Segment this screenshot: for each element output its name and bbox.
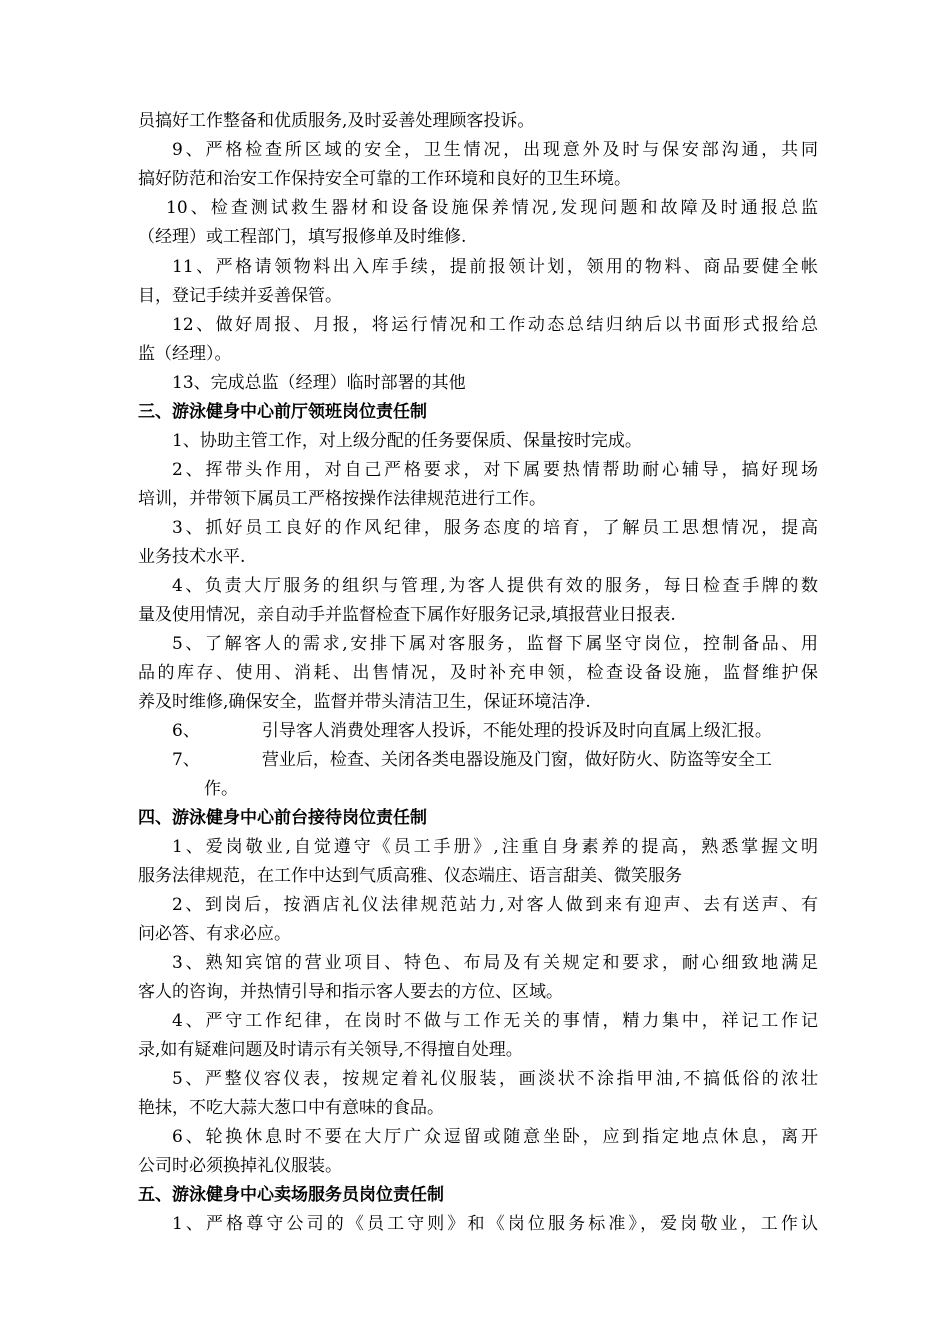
paragraph-line: 业务技术水平. xyxy=(138,547,246,567)
item-number: 7、 xyxy=(172,750,200,770)
paragraph-line: 录,如有疑难问题及时请示有关领导,不得擅自处理。 xyxy=(138,1040,523,1060)
section-heading: 三、游泳健身中心前厅领班岗位责任制 xyxy=(138,402,427,422)
paragraph-line: 1、严格尊守公司的《员工守则》和《岗位服务标准》，爱岗敬业，工作认 xyxy=(172,1214,818,1234)
paragraph-line: 2、到岗后，按酒店礼仪法律规范站力,对客人做到来有迎声、去有送声、有 xyxy=(172,895,818,915)
paragraph-line: 员搞好工作整备和优质服务,及时妥善处理顾客投诉。 xyxy=(138,111,535,131)
paragraph-line: 12、做好周报、月报，将运行情况和工作动态总结归纳后以书面形式报给总 xyxy=(172,315,818,335)
paragraph-line: 5、了解客人的需求,安排下属对客服务，监督下属坚守岗位，控制备品、用 xyxy=(172,634,818,654)
paragraph-line: 9、严格检查所区域的安全，卫生情况，出现意外及时与保安部沟通，共同 xyxy=(172,140,818,160)
paragraph-line: 作。 xyxy=(204,779,238,799)
section-heading: 五、游泳健身中心卖场服务员岗位责任制 xyxy=(138,1185,444,1205)
paragraph-line: 4、严守工作纪律，在岗时不做与工作无关的事情，精力集中，祥记工作记 xyxy=(172,1011,818,1031)
paragraph-line: 目，登记手续并妥善保管。 xyxy=(138,286,342,306)
item-number: 6、 xyxy=(172,721,200,741)
paragraph-line: 5、严整仪容仪表，按规定着礼仪服装，画淡状不涂指甲油,不搞低俗的浓壮 xyxy=(172,1069,818,1089)
paragraph-line: 4、负责大厅服务的组织与管理,为客人提供有效的服务，每日检查手牌的数 xyxy=(172,576,818,596)
paragraph-line: 13、完成总监（经理）临时部署的其他 xyxy=(172,373,466,393)
paragraph-line: 量及使用情况，亲自动手并监督检查下属作好服务记录,填报营业日报表. xyxy=(138,605,676,625)
paragraph-line: 3、熟知宾馆的营业项目、特色、布局及有关规定和要求，耐心细致地满足 xyxy=(172,953,818,973)
paragraph-line: 1、协助主管工作，对上级分配的任务要保质、保量按时完成。 xyxy=(172,431,642,451)
paragraph-line: 艳抹，不吃大蒜大葱口中有意味的食品。 xyxy=(138,1098,444,1118)
numbered-item xyxy=(172,720,818,742)
paragraph-line: 3、抓好员工良好的作风纪律，服务态度的培育，了解员工思想情况，提高 xyxy=(172,518,818,538)
paragraph-line: 搞好防范和治安工作保持安全可靠的工作环境和良好的卫生环境。 xyxy=(138,169,631,189)
paragraph-line: 服务法律规范，在工作中达到气质高雅、仪态端庄、语言甜美、微笑服务 xyxy=(138,866,682,886)
paragraph-line: 培训，并带领下属员工严格按操作法律规范进行工作。 xyxy=(138,489,546,509)
paragraph-line: 10、检查测试救生器材和设备设施保养情况,发现问题和故障及时通报总监 xyxy=(166,198,818,218)
numbered-item xyxy=(172,749,818,771)
paragraph-line: 问必答、有求必应。 xyxy=(138,924,291,944)
paragraph-line: 1、爱岗敬业,自觉遵守《员工手册》,注重自身素养的提高，熟悉掌握文明 xyxy=(172,837,818,857)
paragraph-line: 客人的咨询，并热情引导和指示客人要去的方位、区域。 xyxy=(138,982,563,1002)
paragraph-line: 公司时必须换掉礼仪服装。 xyxy=(138,1156,342,1176)
section-heading: 四、游泳健身中心前台接待岗位责任制 xyxy=(138,808,427,828)
item-text: 引导客人消费处理客人投诉，不能处理的投诉及时向直属上级汇报。 xyxy=(261,721,772,741)
paragraph-line: 11、严格请领物料出入库手续，提前报领计划，领用的物料、商品要健全帐 xyxy=(172,257,818,277)
item-text: 营业后，检查、关闭各类电器设施及门窗，做好防火、防盗等安全工 xyxy=(261,750,772,770)
paragraph-line: 6、轮换休息时不要在大厅广众逗留或随意坐卧，应到指定地点休息，离开 xyxy=(172,1127,818,1147)
paragraph-line: 养及时维修,确保安全，监督并带头清洁卫生，保证环境洁净. xyxy=(138,692,591,712)
paragraph-line: （经理）或工程部门，填写报修单及时维修. xyxy=(138,227,467,247)
paragraph-line: 2、挥带头作用，对自己严格要求，对下属要热情帮助耐心辅导，搞好现场 xyxy=(172,460,818,480)
paragraph-line: 监（经理）。 xyxy=(138,344,232,364)
paragraph-line: 品的库存、使用、消耗、出售情况，及时补充申领，检查设备设施，监督维护保 xyxy=(138,663,818,683)
